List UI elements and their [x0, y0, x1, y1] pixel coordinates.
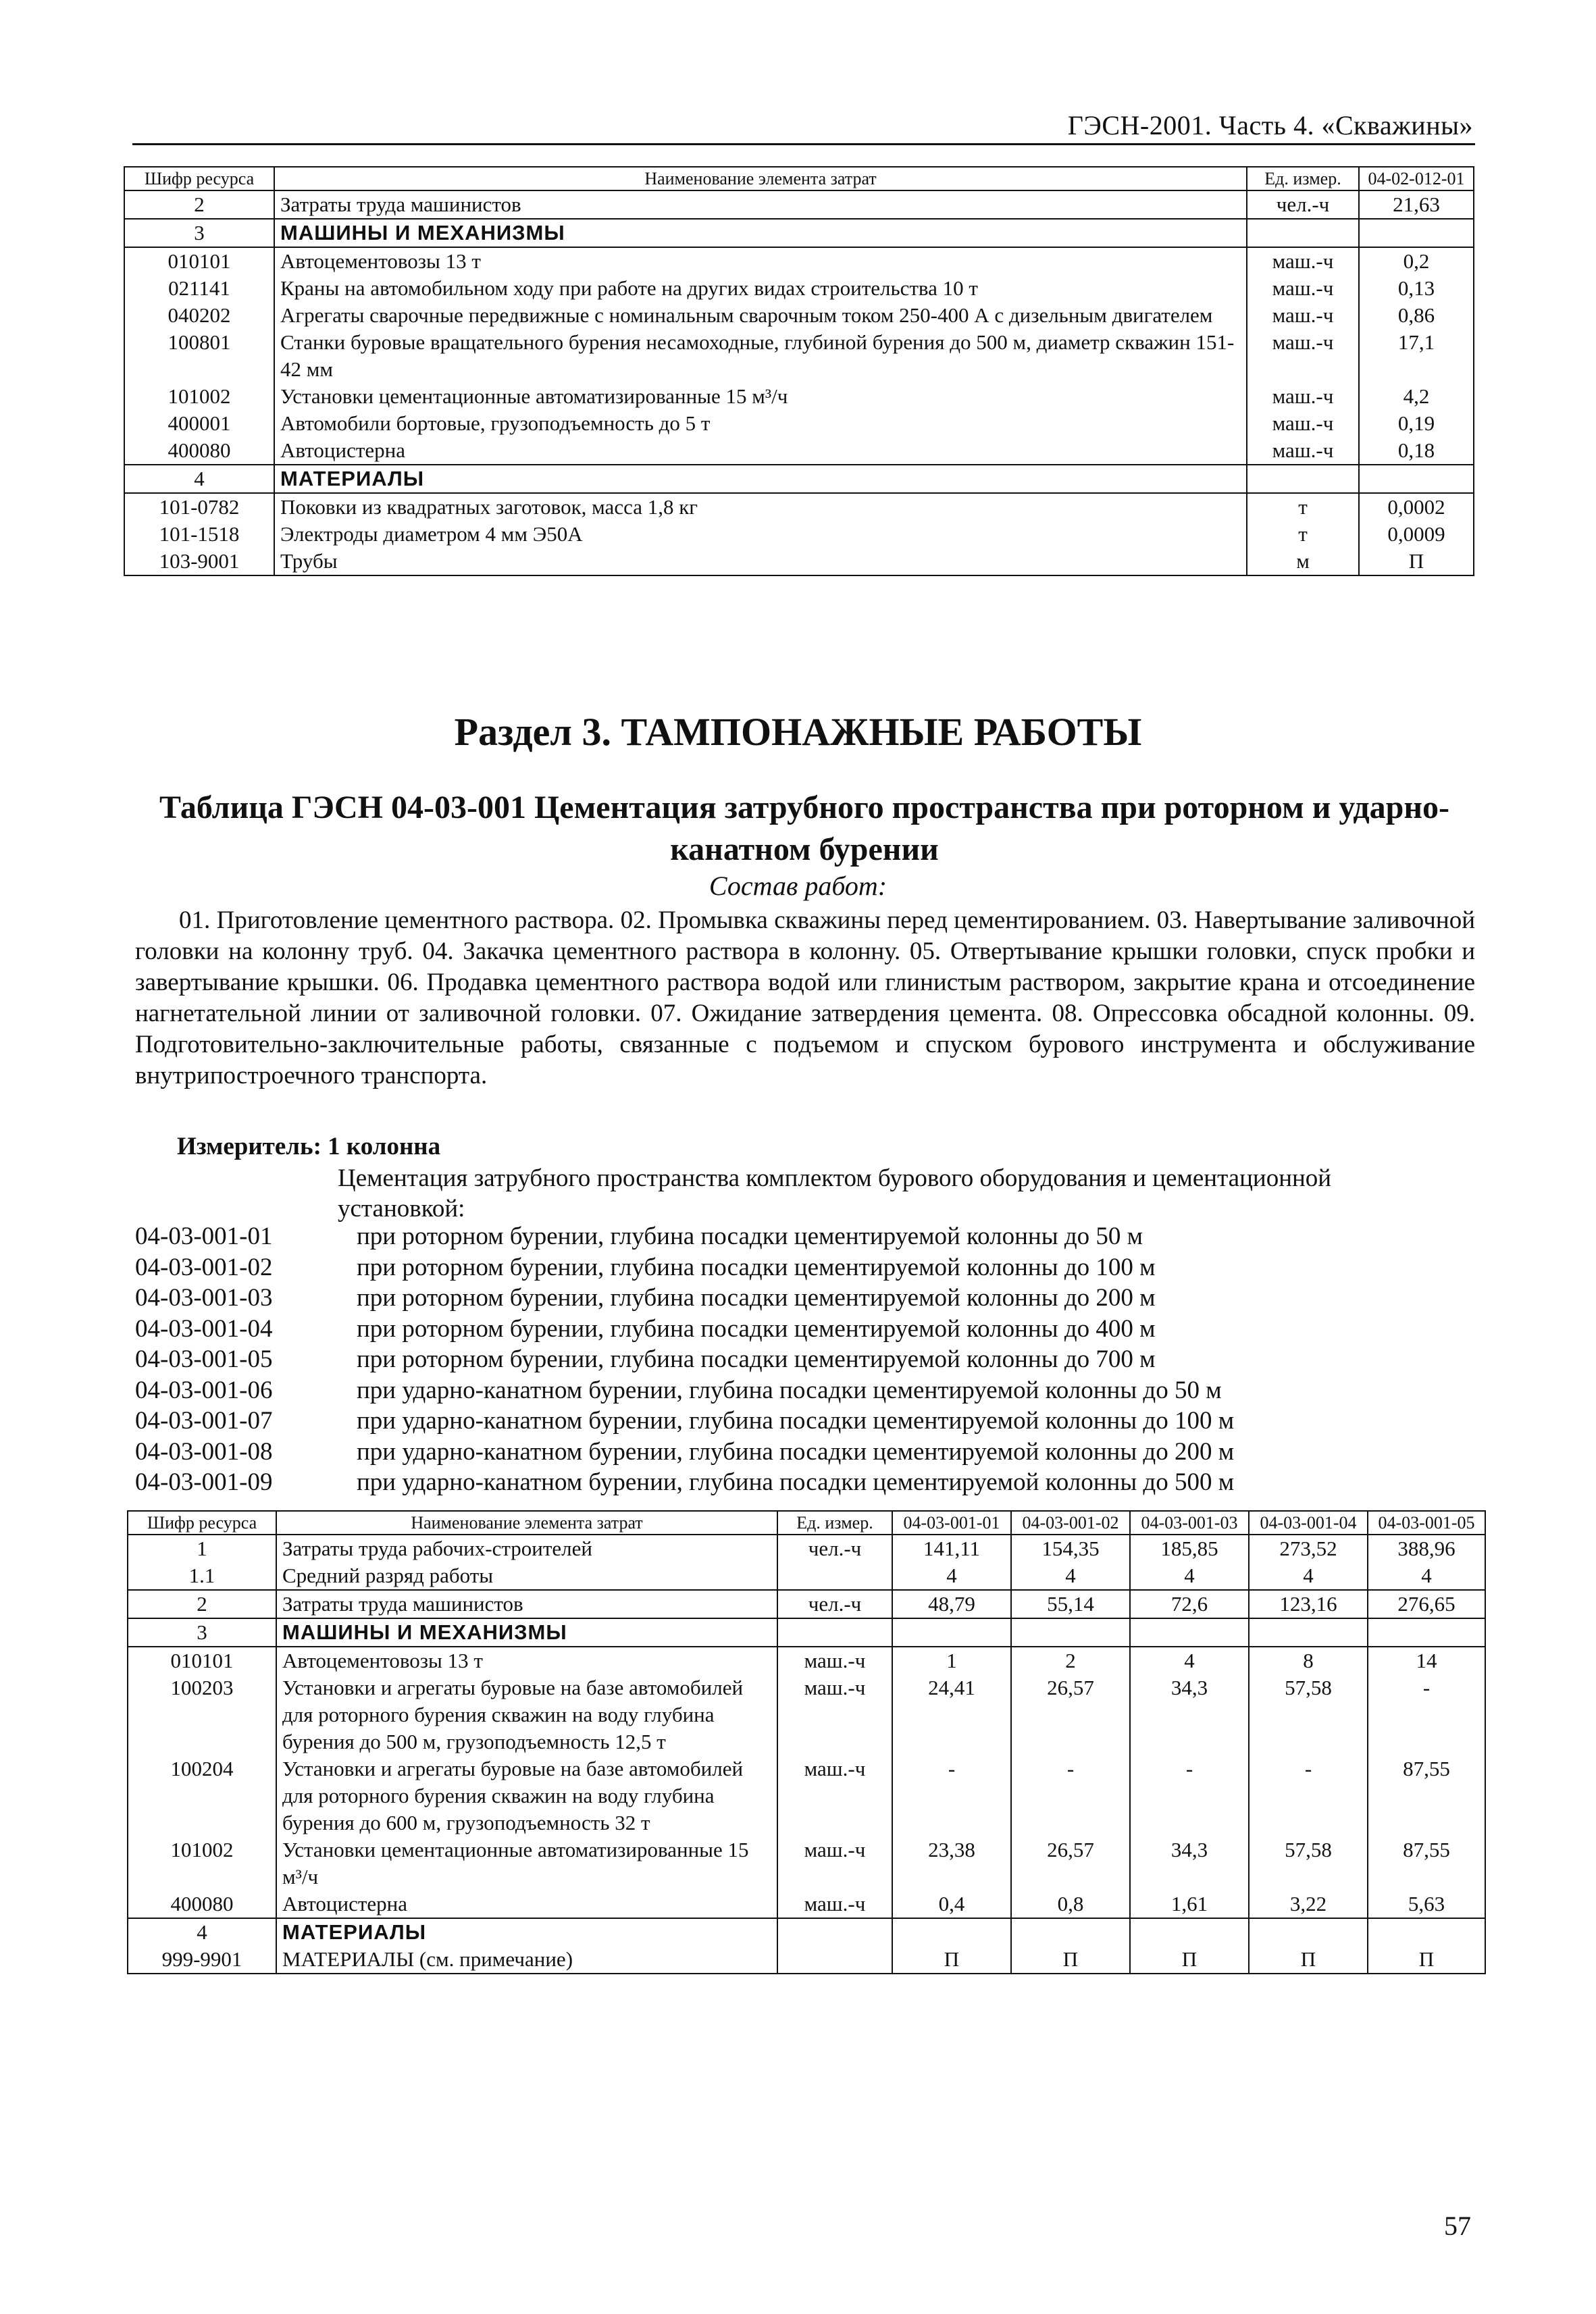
norm-code-list	[135, 1221, 1234, 1498]
norm-intro: Цементация затрубного пространства комплектом бурового оборудования и цементационной установкой:	[338, 1164, 1332, 1223]
measure-unit: Измеритель: 1 колонна	[177, 1133, 441, 1160]
page-number: 57	[1444, 2211, 1471, 2241]
header-name: Наименование элемента затрат	[274, 167, 1247, 190]
list-item: 04-03-001-01 при роторном бурении, глубина посадки цементируемой колонны до 50 м	[135, 1223, 1143, 1250]
table-row: 999-9901 МАТЕРИАЛЫ (см. примечание) П П П П П	[128, 1946, 1485, 1974]
table-section-row: 4 МАТЕРИАЛЫ	[124, 465, 1474, 493]
list-item: 04-03-001-03 при роторном бурении, глубина посадки цементируемой колонны до 200 м	[135, 1284, 1156, 1312]
work-composition-text: 01. Приготовление цементного раствора. 02. Промывка скважины перед цементированием. 03. Навертывание заливочной головки на колонну труб. 04. Закачка цементного раствора в колонну. 05. Отвертывание крышки головки, спуск пробки и завертывание крышки. 06. Продавка цементного раствора водой или глинистым раствором, закрытие крана и отсоединение нагнетательной линии от заливочной головки. 07. Ожидание затвердения цемента. 08. Опрессовка обсадной колонны. 09. Подготовительно-заключительные работы, связанные с подъемом и спуском бурового инструмента и обслуживание внутрипостроечного транспорта.	[135, 906, 1475, 1089]
table-row: 103-9001 Трубы м П	[124, 548, 1474, 575]
header-rule	[132, 143, 1475, 145]
resource-table-04-02	[124, 166, 1474, 576]
table-section-row: 3 МАШИНЫ И МЕХАНИЗМЫ	[128, 1618, 1485, 1647]
header-unit: Ед. измер.	[1247, 167, 1359, 190]
table-row: 400080 Автоцистерна маш.-ч 0,18	[124, 437, 1474, 465]
list-item: 04-03-001-05 при роторном бурении, глубина посадки цементируемой колонны до 700 м	[135, 1345, 1156, 1373]
table-header-row: Шифр ресурса Наименование элемента затрат Ед. измер. 04-03-001-01 04-03-001-02 04-03-001-03 04-03-001-04 04-03-001-05	[128, 1511, 1485, 1535]
list-item: 04-03-001-04 при роторном бурении, глубина посадки цементируемой колонны до 400 м	[135, 1314, 1156, 1343]
list-item: 04-03-001-09 при ударно-канатном бурении, глубина посадки цементируемой колонны до 500 м	[135, 1468, 1235, 1496]
table-section-row: 3 МАШИНЫ И МЕХАНИЗМЫ	[124, 219, 1474, 247]
table-row: 040202 Агрегаты сварочные передвижные с номинальным сварочным током 250-400 А с дизельным двигателем маш.-ч 0,86	[124, 302, 1474, 329]
table-row: 1.1 Средний разряд работы 4 4 4 4 4	[128, 1562, 1485, 1590]
work-composition-label: Состав работ:	[709, 871, 887, 901]
table-title: Таблица ГЭСН 04-03-001 Цементация затрубного пространства при роторном и ударно-канатном бурении	[159, 790, 1449, 867]
table-row: 2 Затраты труда машинистов чел.-ч 21,63	[124, 190, 1474, 219]
table-row: 400080 Автоцистерна маш.-ч 0,4 0,8 1,61 3,22 5,63	[128, 1891, 1485, 1918]
table-row: 100801 Станки буровые вращательного бурения несамоходные, глубиной бурения до 500 м, диаметр скважин 151-42 мм маш.-ч 17,1	[124, 329, 1474, 383]
table-row: 021141 Краны на автомобильном ходу при работе на других видах строительства 10 т маш.-ч 0,13	[124, 275, 1474, 302]
running-header: ГЭСН-2001. Часть 4. «Скважины»	[1067, 110, 1473, 140]
resource-table-04-03	[127, 1510, 1486, 1974]
list-item: 04-03-001-08 при ударно-канатном бурении, глубина посадки цементируемой колонны до 200 м	[135, 1437, 1235, 1466]
table-row: 101002 Установки цементационные автоматизированные 15 м³/ч маш.-ч 4,2	[124, 383, 1474, 410]
table-row: 100203 Установки и агрегаты буровые на базе автомобилей для роторного бурения скважин на воду глубина бурения до 500 м, грузоподъемность 12,5 т маш.-ч 24,41 26,57 34,3 57,58 -	[128, 1674, 1485, 1755]
table-row: 101-1518 Электроды диаметром 4 мм Э50А т 0,0009	[124, 521, 1474, 548]
table-row: 400001 Автомобили бортовые, грузоподъемность до 5 т маш.-ч 0,19	[124, 410, 1474, 437]
header-col: 04-02-012-01	[1359, 167, 1474, 190]
table-row: 2 Затраты труда машинистов чел.-ч 48,79 55,14 72,6 123,16 276,65	[128, 1590, 1485, 1618]
table-row: 010101 Автоцементовозы 13 т маш.-ч 1 2 4 8 14	[128, 1647, 1485, 1674]
table-row: 101-0782 Поковки из квадратных заготовок, масса 1,8 кг т 0,0002	[124, 493, 1474, 521]
list-item: 04-03-001-06 при ударно-канатном бурении, глубина посадки цементируемой колонны до 50 м	[135, 1376, 1222, 1404]
table-header-row	[124, 167, 1474, 190]
table-row: 1 Затраты труда рабочих-строителей чел.-ч 141,11 154,35 185,85 273,52 388,96	[128, 1535, 1485, 1562]
table-row: 100204 Установки и агрегаты буровые на базе автомобилей для роторного бурения скважин на воду глубина бурения до 600 м, грузоподъемность 32 т маш.-ч - - - - 87,55	[128, 1755, 1485, 1836]
list-item: 04-03-001-02 при роторном бурении, глубина посадки цементируемой колонны до 100 м	[135, 1253, 1156, 1281]
table-row: 010101 Автоцементовозы 13 т маш.-ч 0,2	[124, 247, 1474, 275]
table-row: 101002 Установки цементационные автоматизированные 15 м³/ч маш.-ч 23,38 26,57 34,3 57,58 87,55	[128, 1836, 1485, 1891]
table-section-row: 4 МАТЕРИАЛЫ	[128, 1918, 1485, 1946]
section-title: Раздел 3. ТАМПОНАЖНЫЕ РАБОТЫ	[454, 710, 1142, 754]
header-code: Шифр ресурса	[124, 167, 274, 190]
list-item: 04-03-001-07 при ударно-канатном бурении, глубина посадки цементируемой колонны до 100 м	[135, 1407, 1235, 1435]
